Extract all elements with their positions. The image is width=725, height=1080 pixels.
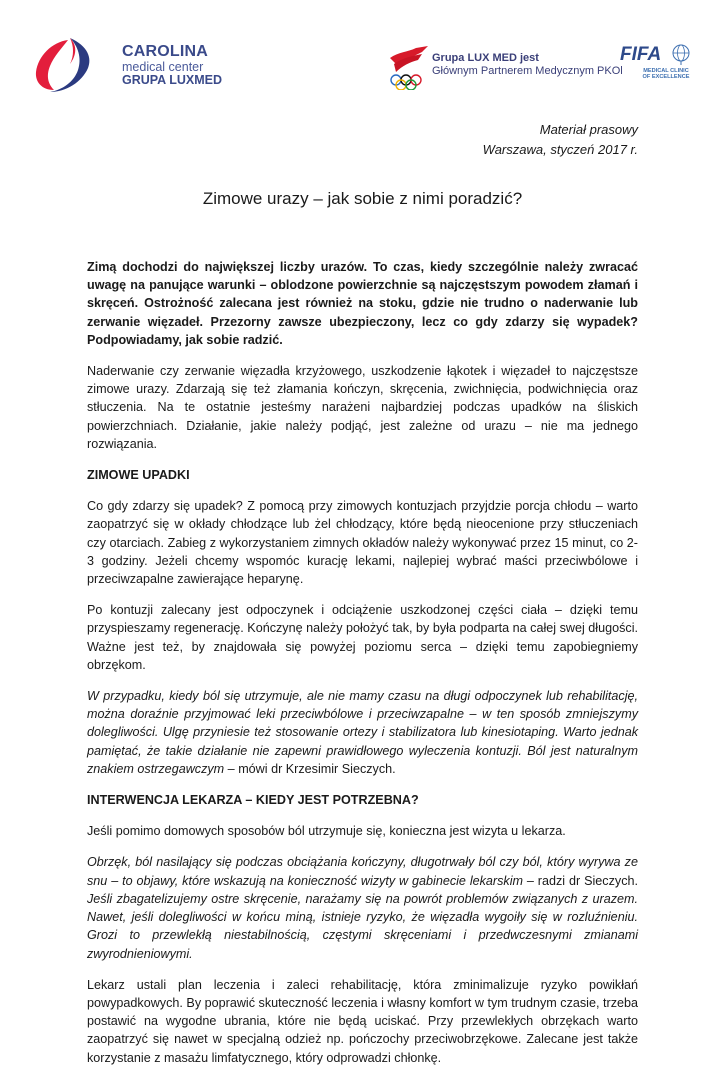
carolina-subtitle: medical center bbox=[122, 59, 204, 74]
quote-attribution: – radzi dr Sieczych. bbox=[523, 873, 638, 888]
carolina-swoosh-icon bbox=[32, 34, 102, 94]
fifa-medical-logo bbox=[620, 42, 700, 98]
pkol-flag-rings-icon bbox=[388, 44, 432, 90]
winter-falls-paragraph-1: Co gdy zdarzy się upadek? Z pomocą przy zimowych kontuzjach przyjdzie porcja chłodu – warto zaopatrzyć się w okłady chłodzące lub żel chłodzący, które będą nieocenione przy stłuczeniach czy otarciach. Zabieg z wykorzystaniem zimnych okładów należy wykonywać przez 15 minut, co 2-3 godziny. Jeżeli chcemy wspomóc kurację lekami, najlepiej wybrać maści przeciwbólowe i przeciwzapalne zawierające heparynę. bbox=[87, 499, 638, 587]
winter-falls-quote bbox=[87, 687, 638, 778]
luxmed-line-1: Grupa LUX MED jest bbox=[432, 52, 539, 64]
carolina-medical-center-logo bbox=[32, 34, 222, 94]
fifa-subtitle: MEDICAL CLINIC OF EXCELLENCE bbox=[642, 68, 690, 81]
doctor-quote bbox=[87, 853, 638, 962]
section-heading-winter-falls: ZIMOWE UPADKI bbox=[87, 468, 190, 483]
article-body bbox=[87, 258, 638, 1080]
luxmed-line-2: Głównym Partnerem Medycznym PKOl bbox=[432, 64, 623, 77]
globe-icon bbox=[670, 42, 692, 66]
quote-text: W przypadku, kiedy ból się utrzymuje, ale nie mamy czasu na długi odpoczynek lub rehabilitację, można doraźnie przyjmować leki przeciwbólowe i przeciwzapalne – w ten sposób zmniejszymy dolegliwości. Ulgę przyniesie też stosowanie ortezy i stabilizatora lub kinesiotaping. Warto jednak pamiętać, że takie działanie nie zapewni prawidłowego wyleczenia kontuzji. Ból jest naturalnym znakiem ostrzegawczym bbox=[87, 689, 638, 776]
doctor-paragraph-2: Lekarz ustali plan leczenia i zaleci rehabilitację, która zminimalizuje ryzyko powikłań powypadkowych. By poprawić skuteczność leczenia i własny komfort w tym trudnym czasie, trzeba postawić na wygodne ubrania, które nie będą uciskać. Przy przewlekłych obrzękach warto zaopatrzyć się nawet w specjalną odzież np. pończochy przeciwobrzękowe. Zalecane jest także korzystanie z masażu limfatycznego, który odprowadzi chłonkę. bbox=[87, 977, 638, 1065]
carolina-name: CAROLINA bbox=[122, 43, 209, 60]
quote-text-b: Jeśli zbagatelizujemy ostre skręcenie, narażamy się na powrót problemów związanych z urazem. Nawet, jeśli dolegliwości w końcu miną, istnieje ryzyko, że więzadła wygoiły się w rozluźnieniu. Grozi to przewlekłą niestabilnością, częstymi skręceniami i przedwczesnymi zmianami zwyrodnieniowymi. bbox=[87, 891, 638, 961]
winter-falls-paragraph-2: Po kontuzji zalecany jest odpoczynek i odciążenie uszkodzonej części ciała – dzięki temu przyspieszamy regenerację. Kończynę należy położyć tak, by była podparta na całej swej długości. Ważne jest też, by znajdowała się powyżej poziomu serca – dzięki temu zapobiegniemy obrzękom. bbox=[87, 603, 638, 672]
quote-attribution: – mówi dr Krzesimir Sieczych. bbox=[224, 761, 396, 776]
page-title: Zimowe urazy – jak sobie z nimi poradzić? bbox=[202, 189, 523, 208]
section-heading-doctor: INTERWENCJA LEKARZA – KIEDY JEST POTRZEBNA? bbox=[87, 793, 419, 808]
intro-paragraph: Naderwanie czy zerwanie więzadła krzyżowego, uszkodzenie łąkotek i więzadeł to najczęstsze zimowe urazy. Zdarzają się też złamania kończyn, skręcenia, zwichnięcia, podwichnięcia oraz stłuczenia. Na te ostatnie jesteśmy narażeni najbardziej podczas upadków na śliskich powierzchniach. Działanie, jakie należy podjąć, jest zależne od urazu – nie ma jednego rozwiązania. bbox=[87, 364, 638, 451]
material-type: Materiał prasowy bbox=[539, 122, 638, 137]
fifa-wordmark: FIFA bbox=[620, 44, 662, 65]
doctor-paragraph-1: Jeśli pomimo domowych sposobów ból utrzymuje się, konieczna jest wizyta u lekarza. bbox=[87, 824, 566, 839]
place-and-date: Warszawa, styczeń 2017 r. bbox=[482, 141, 638, 157]
luxmed-pkol-logo bbox=[388, 44, 628, 94]
lead-paragraph: Zimą dochodzi do największej liczby urazów. To czas, kiedy szczególnie należy zwracać uwagę na panujące warunki – oblodzone powierzchnie są najczęstszym powodem złamań i skręceń. Ostrożność zalecana jest również na stoku, gdzie nie trudno o naderwanie lub zerwanie więzadeł. Przezorny zawsze ubezpieczony, lecz co gdy zdarzy się wypadek? Podpowiadamy, jak sobie radzić. bbox=[87, 260, 638, 347]
page-header bbox=[0, 0, 725, 110]
quote-text-a: Obrzęk, ból nasilający się podczas obciążania kończyny, długotrwały ból czy ból, który wyrywa ze snu – to objawy, które wskazują na konieczność wizyty w gabinecie lekarskim bbox=[87, 855, 638, 888]
document-meta bbox=[483, 120, 638, 159]
carolina-group: GRUPA LUXMED bbox=[122, 72, 222, 87]
